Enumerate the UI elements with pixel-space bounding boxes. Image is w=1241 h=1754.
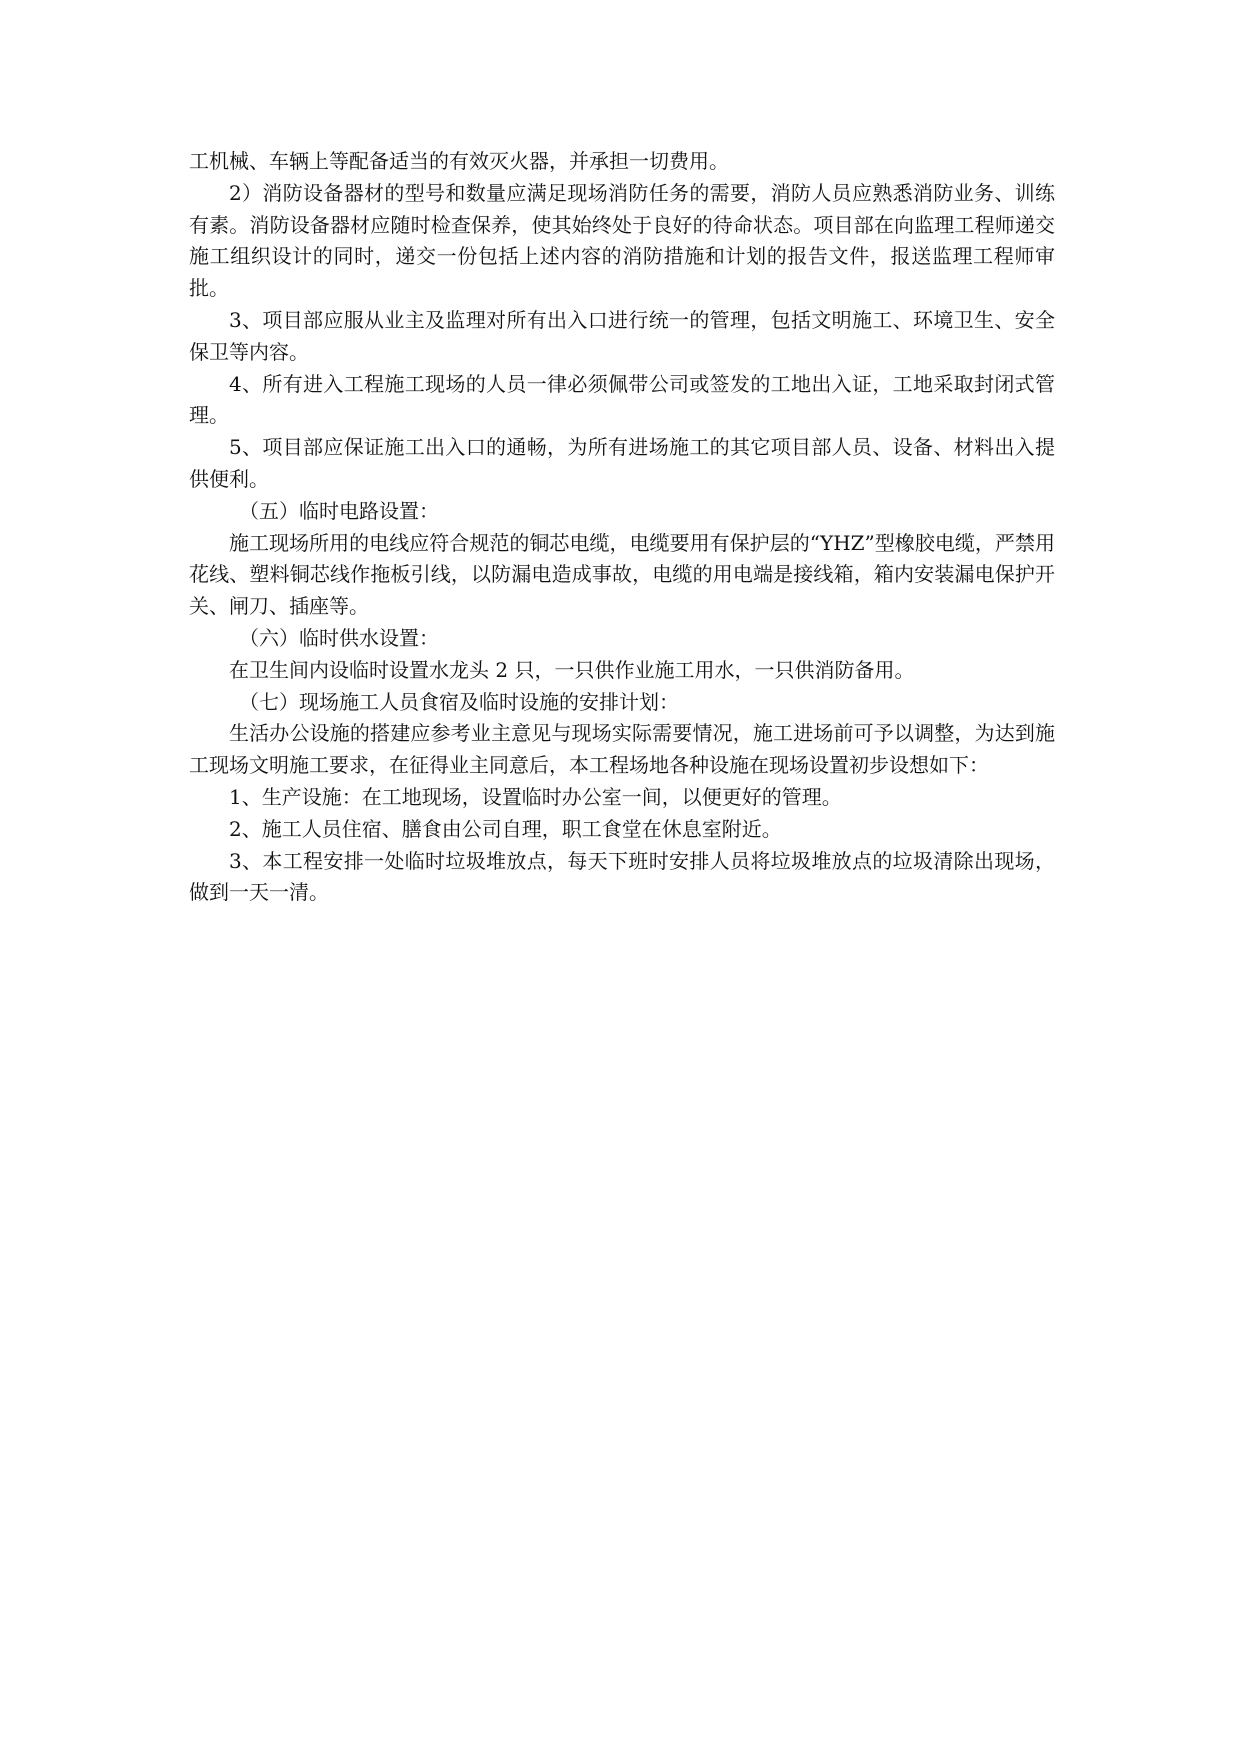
paragraph-entrance-access: 5、项目部应保证施工出入口的通畅，为所有进场施工的其它项目部人员、设备、材料出入提供便利。 (189, 435, 1055, 491)
paragraph-water-taps: 在卫生间内设临时设置水龙头 2 只，一只供作业施工用水，一只供消防备用。 (229, 657, 915, 682)
section-heading-temporary-water: （六）临时供水设置： (239, 625, 439, 650)
paragraph-cable-requirements: 施工现场所用的电线应符合规范的铜芯电缆，电缆要用有保护层的“YHZ”型橡胶电缆，严禁用花线、塑料铜芯线作拖板引线，以防漏电造成事故，电缆的用电端是接线箱，箱内安装漏电保护开关、闸刀、插座等。 (189, 530, 1055, 619)
paragraph-production-facilities: 1、生产设施：在工地现场，设置临时办公室一间，以便更好的管理。 (229, 784, 842, 809)
section-heading-temporary-circuit: （五）临时电路设置： (239, 498, 439, 523)
paragraph-site-pass: 4、所有进入工程施工现场的人员一律必须佩带公司或签发的工地出入证，工地采取封闭式管理。 (189, 371, 1055, 428)
paragraph-fire-equipment: 2）消防设备器材的型号和数量应满足现场消防任务的需要，消防人员应熟悉消防业务、训练有素。消防设备器材应随时检查保养，使其始终处于良好的待命状态。项目部在向监理工程师递交施工组织设计的同时，递交一份包括上述内容的消防措施和计划的报告文件，报送监理工程师审批。 (189, 180, 1055, 301)
paragraph-garbage-point: 3、本工程安排一处临时垃圾堆放点，每天下班时安排人员将垃圾堆放点的垃圾清除出现场，做到一天一清。 (189, 848, 1055, 905)
paragraph-fire-extinguishers-continued: 工机械、车辆上等配备适当的有效灭火器，并承担一切费用。 (189, 149, 729, 173)
section-heading-accommodation-plan: （七）现场施工人员食宿及临时设施的安排计划： (239, 689, 679, 714)
paragraph-office-facilities: 生活办公设施的搭建应参考业主意见与现场实际需要情况，施工进场前可予以调整，为达到施工现场文明施工要求，在征得业主同意后，本工程场地各种设施在现场设置初步设想如下： (189, 721, 1055, 778)
document-body (189, 146, 1055, 909)
paragraph-staff-lodging: 2、施工人员住宿、膳食由公司自理，职工食堂在休息室附近。 (229, 816, 782, 841)
paragraph-entrance-management: 3、项目部应服从业主及监理对所有出入口进行统一的管理，包括文明施工、环境卫生、安全保卫等内容。 (189, 307, 1055, 364)
